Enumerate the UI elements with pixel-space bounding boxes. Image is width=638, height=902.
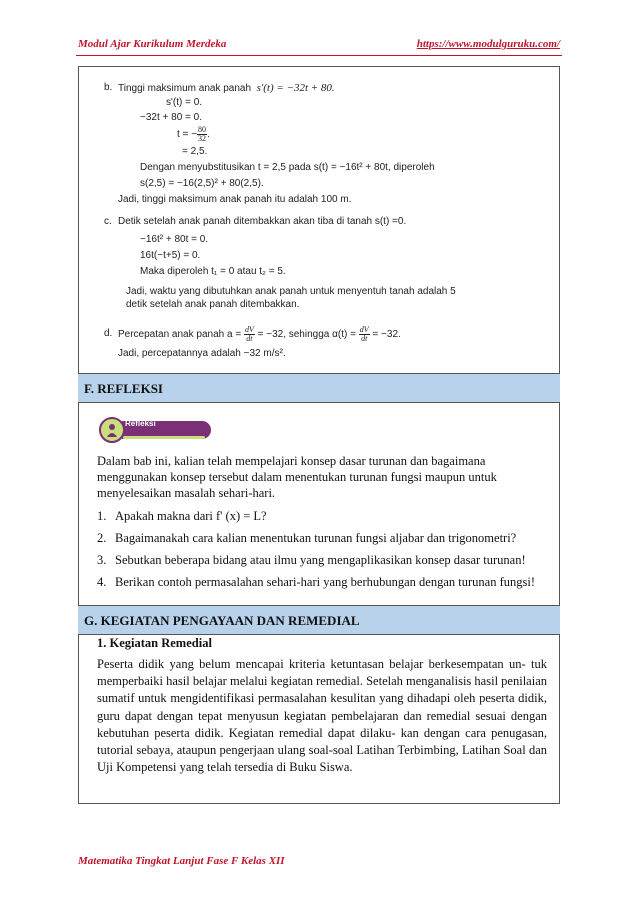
section-f-heading: F. REFLEKSI — [78, 373, 560, 403]
item-b-formula: s'(t) = −32t + 80. — [256, 82, 335, 94]
item-b-line6: s(2,5) = −16(2,5)² + 80(2,5). — [140, 178, 264, 189]
header-divider — [76, 55, 562, 56]
fraction-denominator: dt — [246, 334, 253, 343]
item-b-line4: = 2,5. — [182, 146, 208, 157]
person-reflect-icon — [104, 422, 120, 438]
item-d-conclusion: Jadi, percepatannya adalah −32 m/s². — [118, 348, 286, 359]
fraction-numerator: dV — [359, 325, 369, 334]
dv-dt-fraction — [244, 326, 255, 343]
item-d-part1: Percepatan anak panah a = — [118, 329, 242, 341]
item-d-part2: = −32, sehingga α(t) = — [257, 329, 356, 341]
badge-label: Refleksi — [125, 419, 156, 428]
remedial-heading: 1. Kegiatan Remedial — [97, 636, 212, 650]
question-text: Sebutkan beberapa bidang atau ilmu yang mengaplikasikan konsep dasar turunan! — [115, 553, 526, 567]
item-d-line1 — [118, 326, 401, 343]
question-text: Berikan contoh permasalahan sehari-hari yang berhubungan dengan turunan fungsi! — [115, 575, 535, 589]
item-b-line2: −32t + 80 = 0. — [140, 112, 202, 123]
section-g-heading: G. KEGIATAN PENGAYAAN DAN REMEDIAL — [78, 605, 560, 635]
item-b-title — [118, 82, 335, 95]
item-b-marker: b. — [104, 82, 113, 93]
item-d-marker: d. — [104, 328, 113, 339]
item-b-line3 — [177, 126, 210, 143]
header-website-link[interactable]: https://www.modulguruku.com/ — [416, 38, 560, 50]
fraction-denominator: dt — [361, 334, 368, 343]
fraction-numerator: 80 — [198, 125, 207, 134]
fraction-denominator: 32 — [198, 134, 207, 143]
refleksi-questions — [97, 508, 547, 596]
question-number: 1. — [97, 509, 107, 523]
item-d-part3: = −32. — [372, 329, 401, 341]
fraction-numerator: dV — [244, 325, 254, 334]
question-text: Bagaimanakah cara kalian menentukan turunan fungsi aljabar dan trigonometri? — [115, 531, 517, 545]
item-c-marker: c. — [104, 216, 112, 227]
list-item — [97, 530, 547, 546]
item-c-line3: Maka diperoleh t₁ = 0 atau t₂ = 5. — [140, 266, 286, 277]
item-c-conclusion-1: Jadi, waktu yang dibutuhkan anak panah untuk menyentuh tanah adalah 5 — [126, 286, 456, 297]
item-b-line3-lhs: t = − — [177, 129, 198, 141]
list-item — [97, 508, 547, 524]
footer-subject: Matematika Tingkat Lanjut Fase F Kelas XII — [78, 855, 285, 867]
item-b-line1: s'(t) = 0. — [166, 97, 203, 108]
refleksi-intro: Dalam bab ini, kalian telah mempelajari konsep dasar turunan dan bagaimana menggunakan konsep tersebut dalam menentukan turunan fungsi maupun untuk menyelesaikan masalah sehari-hari. — [97, 454, 497, 500]
item-c-line2: 16t(−t+5) = 0. — [140, 250, 201, 261]
list-item — [97, 552, 547, 568]
question-text: Apakah makna dari f' (x) = L? — [115, 509, 267, 523]
remedial-paragraph: Peserta didik yang belum mencapai kriteria ketuntasan belajar berkesempatan un- tuk memperbaiki hasil belajar melalui kegiatan remedial. Setelah menganalisis hasil penilaian sumatif untuk mengidentifikasi permasalahan kesulitan yang dihadapi oleh peserta didik, guru dapat dengan tepat menyusun kegiatan pembelajaran dan remedial sesuai dengan kebutuhan peserta didik. Kegiatan remedial dapat dilaku- kan dengan cara penugasan, tutorial sebaya, ataupun pengerjaan ulang soal-soal Latihan Terbimbing, Latihan Soal dan Uji Kompetensi yang telah tersedia di Buku Siswa. — [97, 657, 547, 775]
item-c-title: Detik setelah anak panah ditembakkan akan tiba di tanah s(t) =0. — [118, 216, 407, 227]
dv-dt-fraction-2 — [359, 326, 370, 343]
item-b-line5: Dengan menyubstitusikan t = 2,5 pada s(t) = −16t² + 80t, diperoleh — [140, 162, 435, 173]
item-b-conclusion: Jadi, tinggi maksimum anak panah itu adalah 100 m. — [118, 194, 352, 205]
question-number: 4. — [97, 575, 107, 589]
item-b-line3-tail: . — [207, 129, 210, 141]
refleksi-badge — [99, 417, 211, 443]
question-number: 3. — [97, 553, 107, 567]
header-module-title: Modul Ajar Kurikulum Merdeka — [78, 38, 227, 50]
item-c-line1: −16t² + 80t = 0. — [140, 234, 209, 245]
item-c-conclusion-2: detik setelah anak panah ditembakkan. — [126, 299, 300, 310]
item-b-fraction — [197, 126, 207, 143]
badge-circle — [99, 417, 125, 443]
question-number: 2. — [97, 531, 107, 545]
list-item — [97, 574, 547, 590]
item-b-title-text: Tinggi maksimum anak panah — [118, 83, 252, 94]
